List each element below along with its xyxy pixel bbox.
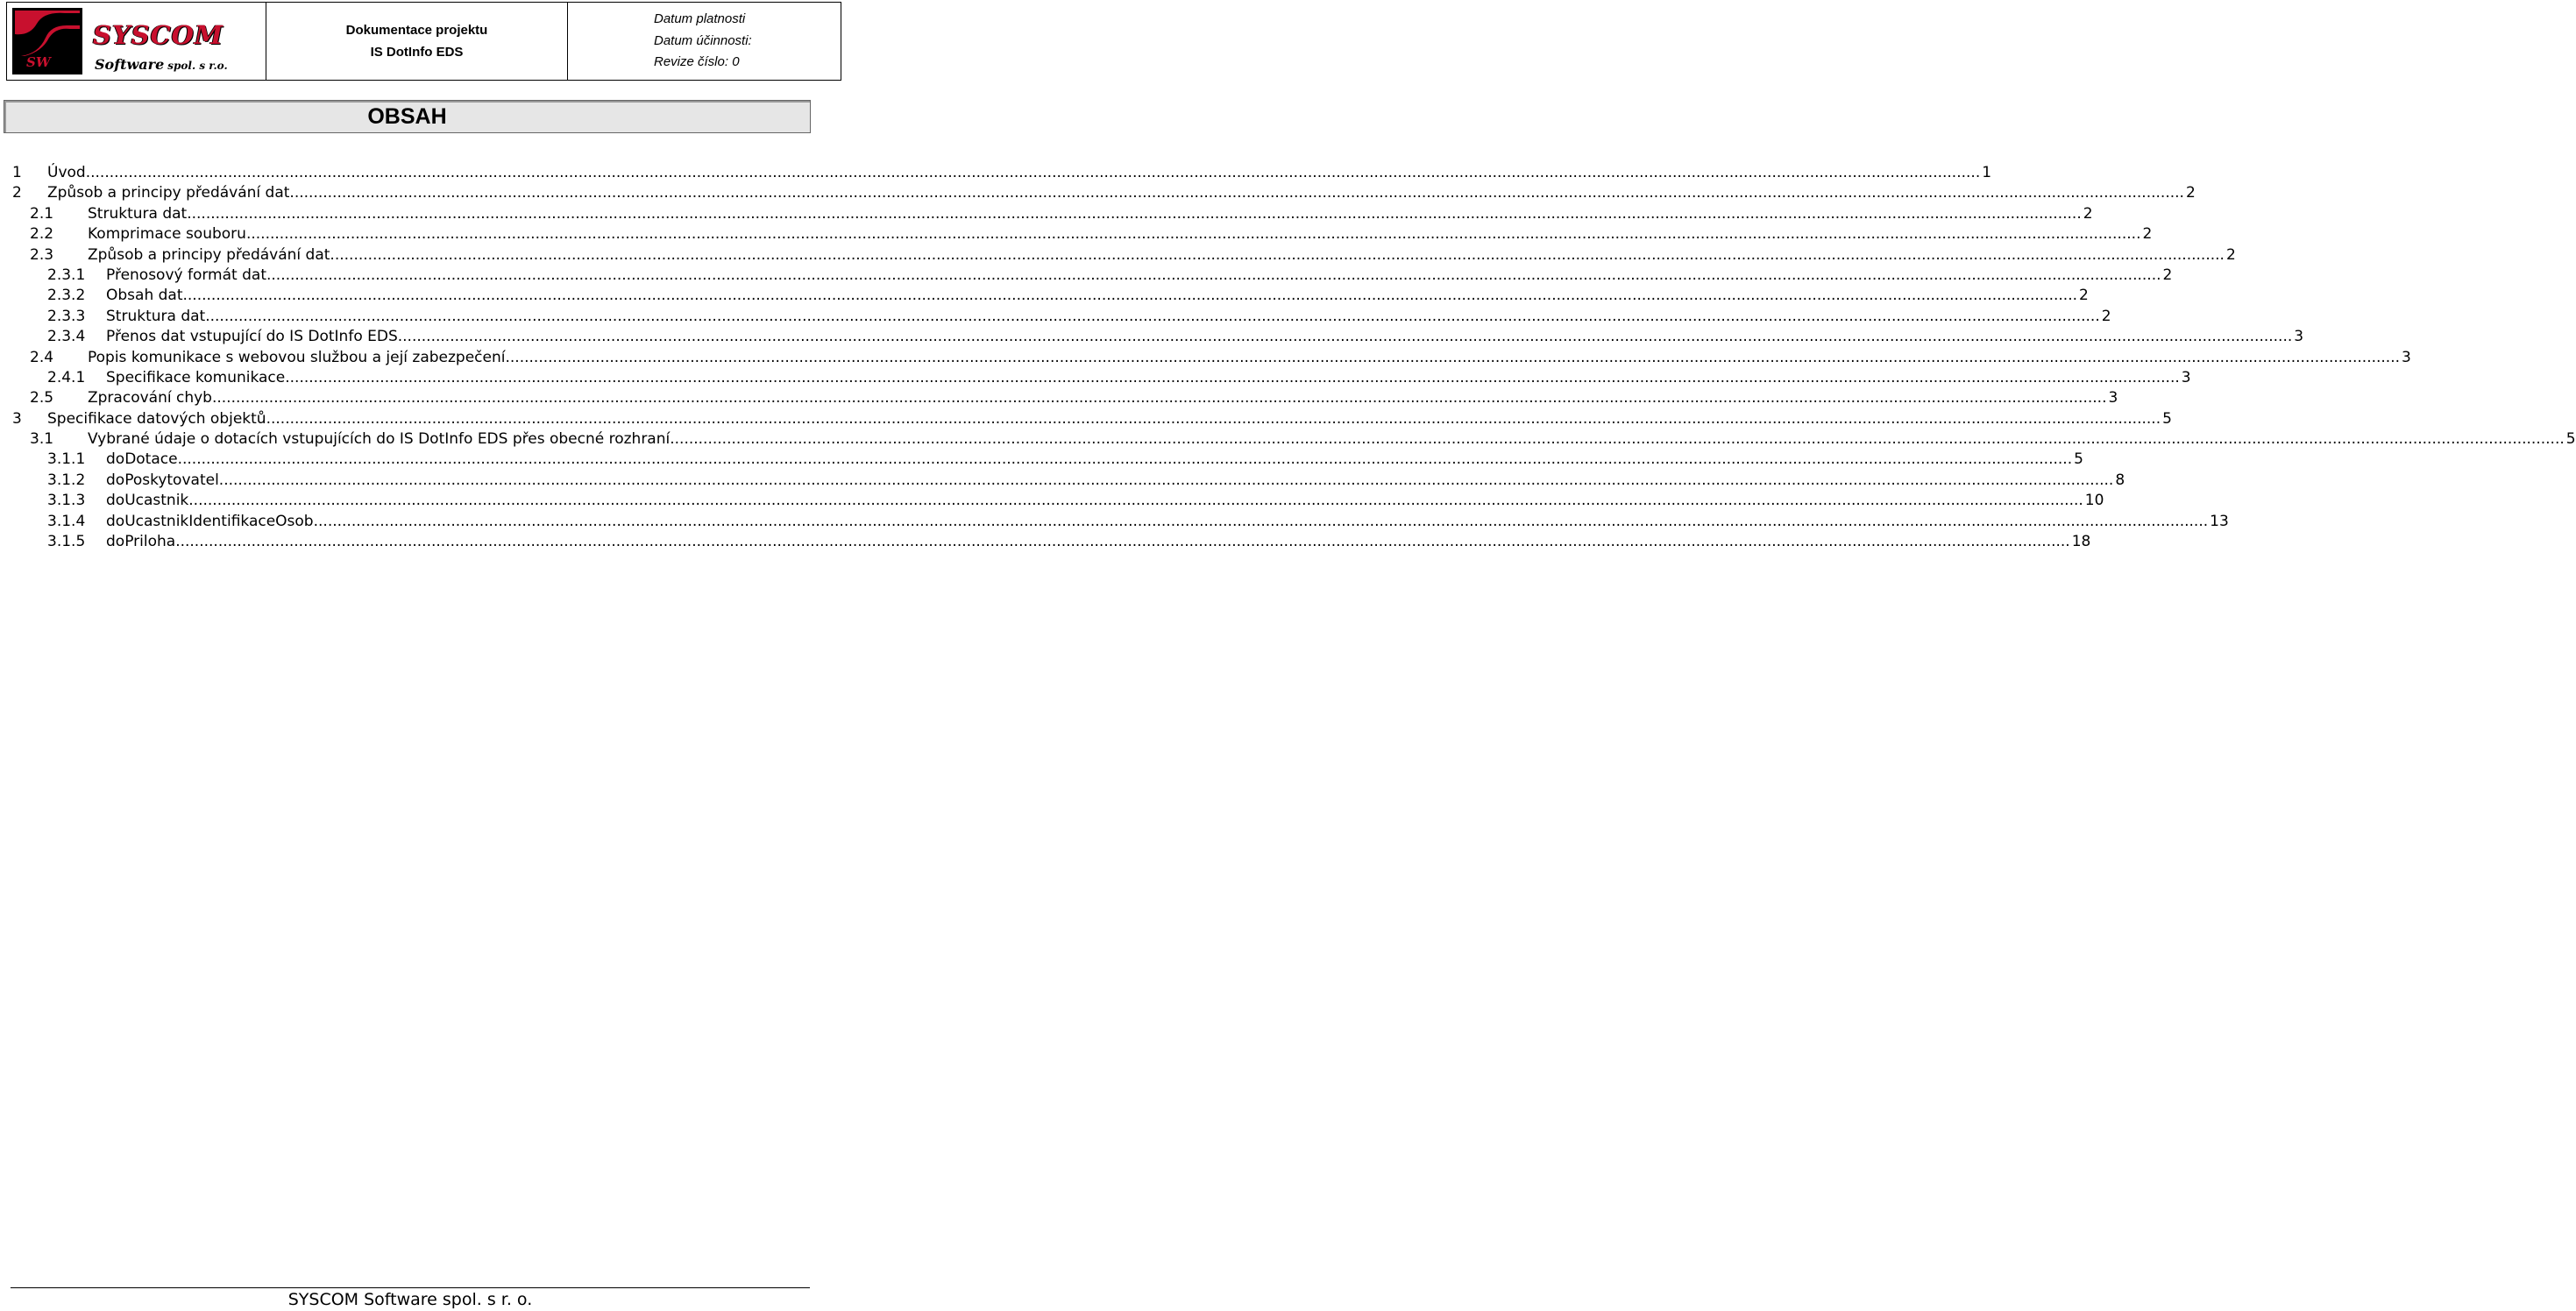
toc-entry-page[interactable]: 5 xyxy=(2162,409,2172,428)
logo-mark-text: SW xyxy=(26,54,51,70)
toc-dot-leader: ................................................................................................................................................................................................................................................................................................................................................................................................................ xyxy=(245,225,2141,244)
toc-entry-number: 2 xyxy=(12,184,22,202)
toc-entry-title[interactable]: doUcastnik xyxy=(106,492,189,510)
toc-entry[interactable] xyxy=(0,286,2089,306)
toc-entry-title[interactable]: Zpracování chyb xyxy=(88,389,212,407)
toc-entry-page[interactable]: 10 xyxy=(2084,492,2104,510)
logo-subtitle-main: Software xyxy=(95,56,165,73)
toc-entry-line xyxy=(88,224,2153,244)
toc-entry-page[interactable]: 3 xyxy=(2181,368,2191,386)
meta-effective-date: Datum účinnosti: xyxy=(654,32,752,48)
footer-company: SYSCOM Software spol. s r. o. xyxy=(287,1290,533,1309)
toc-entry-number: 3.1.5 xyxy=(47,533,86,551)
toc-entry-page[interactable]: 3 xyxy=(2294,328,2304,346)
toc-entry-number: 2.4.1 xyxy=(47,368,86,386)
toc-entry[interactable] xyxy=(0,388,2118,408)
toc-entry-number: 2.2 xyxy=(30,225,54,244)
toc-dot-leader: ................................................................................................................................................................................................................................................................................................................................................................................................................ xyxy=(205,307,2100,325)
toc-entry-title[interactable]: Komprimace souboru xyxy=(88,225,246,244)
toc-entry[interactable] xyxy=(0,266,2173,286)
toc-dot-leader: ................................................................................................................................................................................................................................................................................................................................................................................................................ xyxy=(670,430,2565,449)
toc-entry-number: 2.3.1 xyxy=(47,266,86,284)
toc-entry-number: 3 xyxy=(12,409,22,428)
toc-dot-leader: ................................................................................................................................................................................................................................................................................................................................................................................................................ xyxy=(182,287,2078,305)
toc-entry-line xyxy=(106,266,2173,286)
toc-entry-page[interactable]: 5 xyxy=(2565,430,2576,449)
toc-entry-line xyxy=(106,307,2111,327)
logo-subtitle-small: spol. s r.o. xyxy=(167,60,228,72)
toc-entry[interactable] xyxy=(0,429,2576,450)
toc-dot-leader: ................................................................................................................................................................................................................................................................................................................................................................................................................ xyxy=(188,492,2083,510)
toc-entry[interactable] xyxy=(0,532,2091,552)
logo-subtitle xyxy=(95,56,228,73)
toc-entry-page[interactable]: 2 xyxy=(2079,287,2089,305)
toc-heading: OBSAH xyxy=(367,103,447,129)
toc-entry-line xyxy=(88,204,2093,224)
toc-entry-page[interactable]: 2 xyxy=(2162,266,2173,284)
toc-entry-title[interactable]: Úvod xyxy=(47,164,86,181)
document-title-cell xyxy=(266,3,568,80)
toc-entry-line xyxy=(106,491,2104,511)
toc-entry-title[interactable]: doDotace xyxy=(106,450,178,469)
toc-dot-leader: ................................................................................................................................................................................................................................................................................................................................................................................................................ xyxy=(330,245,2225,264)
toc-entry-title[interactable]: Obsah dat xyxy=(106,287,183,305)
toc-entry-number: 3.1.2 xyxy=(47,471,86,489)
toc-entry-title[interactable]: doUcastnikIdentifikaceOsob xyxy=(106,512,314,530)
toc-entry-line xyxy=(88,348,2411,368)
toc-entry-line xyxy=(88,429,2576,450)
toc-entry-number: 2.3.4 xyxy=(47,328,86,346)
toc-entry[interactable] xyxy=(0,183,2196,203)
toc-entry[interactable] xyxy=(0,327,2304,347)
toc-dot-leader: ................................................................................................................................................................................................................................................................................................................................................................................................................ xyxy=(505,348,2401,366)
toc-entry-page[interactable]: 2 xyxy=(2225,245,2236,264)
meta-valid-date: Datum platnosti xyxy=(654,11,746,27)
toc-entry-page[interactable]: 2 xyxy=(2101,307,2111,325)
toc-dot-leader: ................................................................................................................................................................................................................................................................................................................................................................................................................ xyxy=(175,533,2070,551)
toc-entry-page[interactable]: 8 xyxy=(2115,471,2125,489)
toc-entry-line xyxy=(47,409,2172,429)
toc-entry-title[interactable]: Popis komunikace s webovou službou a její zabezpečení xyxy=(88,348,506,366)
toc-dot-leader: ................................................................................................................................................................................................................................................................................................................................................................................................................ xyxy=(266,409,2161,428)
toc-entry-title[interactable]: doPoskytovatel xyxy=(106,471,219,489)
toc-dot-leader: ................................................................................................................................................................................................................................................................................................................................................................................................................ xyxy=(313,512,2209,530)
toc-entry-line xyxy=(106,532,2091,552)
document-header xyxy=(6,2,841,81)
toc-entry[interactable] xyxy=(0,307,2111,327)
toc-dot-leader: ................................................................................................................................................................................................................................................................................................................................................................................................................ xyxy=(285,368,2180,386)
toc-entry-page[interactable]: 3 xyxy=(2402,348,2411,366)
toc-entry-page[interactable]: 2 xyxy=(2142,225,2153,244)
toc-entry[interactable] xyxy=(0,450,2083,470)
toc-entry-number: 2.4 xyxy=(30,348,54,366)
toc-entry-number: 1 xyxy=(12,164,22,181)
toc-entry-title[interactable]: Způsob a principy předávání dat xyxy=(88,245,330,264)
document-title-line2: IS DotInfo EDS xyxy=(370,45,464,60)
toc-entry[interactable] xyxy=(0,163,1992,183)
table-of-contents xyxy=(0,163,2576,552)
toc-entry[interactable] xyxy=(0,512,2229,532)
company-logo xyxy=(7,3,266,80)
toc-entry-title[interactable]: Struktura dat xyxy=(106,307,206,325)
toc-entry-number: 2.5 xyxy=(30,389,54,407)
toc-entry-line xyxy=(88,245,2236,266)
document-meta-cell xyxy=(568,3,841,80)
toc-entry-page[interactable]: 1 xyxy=(1982,164,1992,181)
toc-entry-line xyxy=(106,368,2191,388)
toc-entry-line xyxy=(106,512,2229,532)
toc-entry-line xyxy=(88,388,2118,408)
footer-divider xyxy=(11,1287,810,1288)
toc-entry[interactable] xyxy=(0,204,2093,224)
toc-entry-line xyxy=(47,183,2196,203)
toc-entry-page[interactable]: 18 xyxy=(2071,533,2091,551)
meta-revision: Revize číslo: 0 xyxy=(654,54,740,70)
toc-entry-number: 2.3.2 xyxy=(47,287,86,305)
toc-entry[interactable] xyxy=(0,409,2172,429)
toc-entry[interactable] xyxy=(0,348,2411,368)
toc-entry-page[interactable]: 13 xyxy=(2210,512,2229,530)
toc-entry-page[interactable]: 5 xyxy=(2074,450,2083,469)
toc-entry-page[interactable]: 2 xyxy=(2185,184,2196,202)
toc-entry-line xyxy=(106,327,2304,347)
toc-entry-number: 2.3.3 xyxy=(47,307,86,325)
toc-dot-leader: ................................................................................................................................................................................................................................................................................................................................................................................................................ xyxy=(187,204,2082,223)
toc-entry-title[interactable]: Způsob a principy předávání dat xyxy=(47,184,290,202)
toc-entry-number: 3.1.1 xyxy=(47,450,86,469)
toc-entry-number: 2.1 xyxy=(30,204,54,223)
toc-entry-line xyxy=(106,450,2083,470)
toc-entry-line xyxy=(47,163,1992,183)
toc-entry[interactable] xyxy=(0,245,2236,266)
toc-entry-line xyxy=(106,471,2125,491)
toc-entry[interactable] xyxy=(0,471,2125,491)
toc-entry-title[interactable]: Přenos dat vstupující do IS DotInfo EDS xyxy=(106,328,398,346)
toc-entry-number: 3.1.3 xyxy=(47,492,86,510)
toc-entry-title[interactable]: Specifikace datových objektů xyxy=(47,409,266,428)
toc-entry-number: 3.1.4 xyxy=(47,512,86,530)
toc-entry-line xyxy=(106,286,2089,306)
toc-dot-leader: ................................................................................................................................................................................................................................................................................................................................................................................................................ xyxy=(397,328,2293,346)
document-title-line1: Dokumentace projektu xyxy=(345,23,488,38)
toc-entry-number: 3.1 xyxy=(30,430,54,449)
toc-entry-page[interactable]: 3 xyxy=(2108,389,2118,407)
toc-entry-title[interactable]: Struktura dat xyxy=(88,204,188,223)
toc-entry[interactable] xyxy=(0,368,2191,388)
toc-heading-box xyxy=(4,100,811,133)
toc-entry[interactable] xyxy=(0,491,2104,511)
logo-company-name: SYSCOM xyxy=(93,20,224,50)
toc-dot-leader: ................................................................................................................................................................................................................................................................................................................................................................................................................ xyxy=(218,471,2114,489)
toc-dot-leader: ................................................................................................................................................................................................................................................................................................................................................................................................................ xyxy=(266,266,2161,284)
toc-dot-leader: ................................................................................................................................................................................................................................................................................................................................................................................................................ xyxy=(177,450,2073,469)
toc-entry-title[interactable]: doPriloha xyxy=(106,533,176,551)
toc-entry-page[interactable]: 2 xyxy=(2083,204,2093,223)
toc-dot-leader: ................................................................................................................................................................................................................................................................................................................................................................................................................ xyxy=(211,389,2107,407)
toc-entry[interactable] xyxy=(0,224,2153,244)
toc-dot-leader: ................................................................................................................................................................................................................................................................................................................................................................................................................ xyxy=(289,184,2184,202)
toc-entry-number: 2.3 xyxy=(30,245,54,264)
toc-entry-title[interactable]: Přenosový formát dat xyxy=(106,266,266,284)
toc-entry-title[interactable]: Vybrané údaje o dotacích vstupujících do IS DotInfo EDS přes obecné rozhraní xyxy=(88,430,671,449)
toc-entry-title[interactable]: Specifikace komunikace xyxy=(106,368,286,386)
toc-dot-leader: ................................................................................................................................................................................................................................................................................................................................................................................................................ xyxy=(85,164,1981,181)
